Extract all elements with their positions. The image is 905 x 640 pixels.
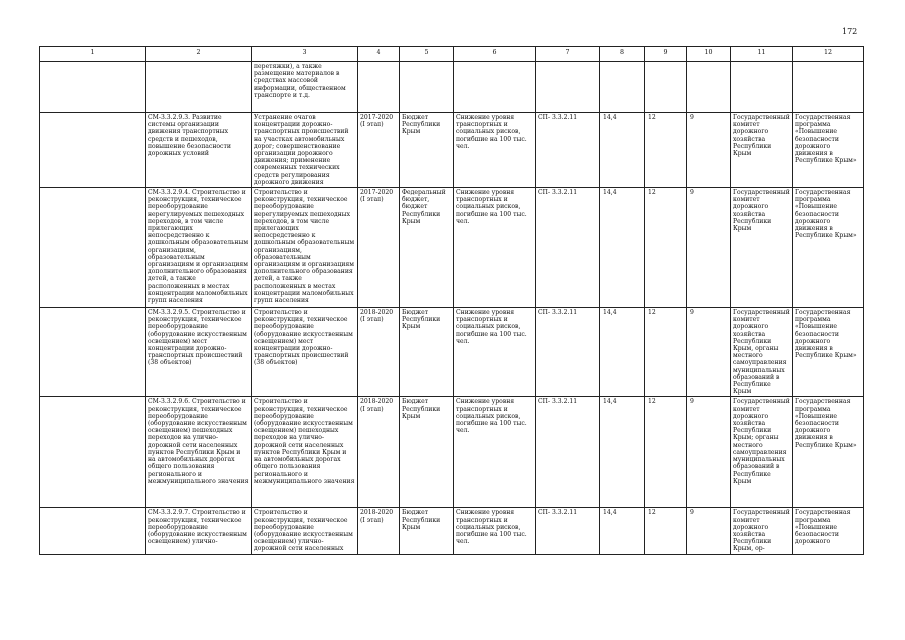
content-cell: Устранение очагов концентрации дорожно-транспортных происшествий на участках автомобильных дорог; совершенствование организации дорожного движения; применение современных технических средств регулирования дорожного движения <box>252 113 358 188</box>
indicator-cell: Снижение уровня транспортных и социальных рисков, погибшие на 100 тыс. чел. <box>454 308 536 397</box>
empty-cell <box>40 508 146 554</box>
period-cell <box>358 62 400 113</box>
content-cell: перетяжки), а также размещение материалов в средствах массовой информации, общественном транспорте и т.д. <box>252 62 358 113</box>
table-row <box>40 188 864 308</box>
content-cell: Строительство и реконструкция, техническое переоборудование нерегулируемых пешеходных переходов, в том числе прилегающих непосредственно к дошкольным образовательным организациям, образовательным организациям и организациям дополнительного образования детей, а также расположенных в местах концентрации маломобильных групп населения <box>252 188 358 308</box>
value-cell: 14,4 <box>600 508 645 554</box>
period-cell: 2018-2020 (I этап) <box>358 397 400 508</box>
program-cell: Государственная программа «Повышение безопасности дорожного <box>793 508 864 554</box>
indicator-cell: Снижение уровня транспортных и социальных рисков, погибшие на 100 тыс. чел. <box>454 508 536 554</box>
header-row <box>40 47 864 62</box>
value-cell: 9 <box>687 113 731 188</box>
value-cell: 12 <box>645 508 687 554</box>
indicator-cell <box>454 62 536 113</box>
program-cell: Государственная программа «Повышение безопасности дорожного движения в Республике Крым» <box>793 113 864 188</box>
measure-cell: СМ-3.3.2.9.5. Строительство и реконструкция, техническое переоборудование (оборудование искусственным освещением) мест концентрации дорожно-транспортных происшествий (38 объектов) <box>146 308 252 397</box>
header-cell: 7 <box>536 47 600 62</box>
code-cell: СП- 3.3.2.11 <box>536 397 600 508</box>
value-cell <box>687 62 731 113</box>
header-cell: 9 <box>645 47 687 62</box>
measure-cell: СМ-3.3.2.9.4. Строительство и реконструкция, техническое переоборудование нерегулируемых пешеходных переходов, в том числе прилегающих непосредственно к дошкольным образовательным организациям, образовательным организациям и организациям дополнительного образования детей, а также расположенных в местах концентрации маломобильных групп населения <box>146 188 252 308</box>
indicator-cell: Снижение уровня транспортных и социальных рисков, погибшие на 100 тыс. чел. <box>454 397 536 508</box>
source-cell: Бюджет Республики Крым <box>400 508 454 554</box>
value-cell: 9 <box>687 508 731 554</box>
value-cell <box>600 62 645 113</box>
value-cell: 12 <box>645 113 687 188</box>
source-cell: Федеральный бюджет, бюджет Республики Крым <box>400 188 454 308</box>
value-cell: 9 <box>687 188 731 308</box>
header-cell: 3 <box>252 47 358 62</box>
period-cell: 2018-2020 (I этап) <box>358 508 400 554</box>
content-cell: Строительство и реконструкция, техническое переоборудование (оборудование искусственным освещением) улично-дорожной сети населенных <box>252 508 358 554</box>
header-cell: 8 <box>600 47 645 62</box>
value-cell <box>645 62 687 113</box>
measure-cell: СМ-3.3.2.9.6. Строительство и реконструкция, техническое переоборудование (оборудование искусственным освещением) пешеходных переходов на улично-дорожной сети населенных пунктов Республики Крым и на автомобильных дорогах общего пользования регионального и межмуниципального значения <box>146 397 252 508</box>
measure-cell <box>146 62 252 113</box>
responsible-cell: Государственный комитет дорожного хозяйства Республики Крым, ор- <box>731 508 793 554</box>
header-cell: 1 <box>40 47 146 62</box>
header-cell: 2 <box>146 47 252 62</box>
table-row <box>40 508 864 554</box>
measure-cell: СМ-3.3.2.9.7. Строительство и реконструкция, техническое переоборудование (оборудование искусственным освещением) улично- <box>146 508 252 554</box>
empty-cell <box>40 188 146 308</box>
value-cell: 12 <box>645 308 687 397</box>
source-cell: Бюджет Республики Крым <box>400 308 454 397</box>
period-cell: 2018-2020 (I этап) <box>358 308 400 397</box>
table-row <box>40 397 864 508</box>
indicator-cell: Снижение уровня транспортных и социальных рисков, погибшие на 100 тыс. чел. <box>454 188 536 308</box>
code-cell <box>536 62 600 113</box>
program-cell <box>793 62 864 113</box>
responsible-cell <box>731 62 793 113</box>
empty-cell <box>40 308 146 397</box>
table-row <box>40 113 864 188</box>
program-cell: Государственная программа «Повышение безопасности дорожного движения в Республике Крым» <box>793 397 864 508</box>
program-cell: Государственная программа «Повышение безопасности дорожного движения в Республике Крым» <box>793 308 864 397</box>
value-cell: 14,4 <box>600 188 645 308</box>
responsible-cell: Государственный комитет дорожного хозяйства Республики Крым, органы местного самоуправления муниципальных образований в Республике Крым <box>731 308 793 397</box>
table-row <box>40 62 864 113</box>
content-cell: Строительство и реконструкция, техническое переоборудование (оборудование искусственным освещением) пешеходных переходов на улично-дорожной сети населенных пунктов Республики Крым и на автомобильных дорогах общего пользования регионального и межмуниципального значения <box>252 397 358 508</box>
header-cell: 11 <box>731 47 793 62</box>
code-cell: СП- 3.3.2.11 <box>536 308 600 397</box>
period-cell: 2017-2020 (I этап) <box>358 188 400 308</box>
measure-cell: СМ-3.3.2.9.3. Развитие системы организации движения транспортных средств и пешеходов, повышение безопасности дорожных условий <box>146 113 252 188</box>
value-cell: 9 <box>687 308 731 397</box>
table-row <box>40 308 864 397</box>
header-cell: 6 <box>454 47 536 62</box>
responsible-cell: Государственный комитет дорожного хозяйства Республики Крым <box>731 113 793 188</box>
page-number: 172 <box>842 27 858 36</box>
measures-table <box>39 46 864 555</box>
value-cell: 12 <box>645 188 687 308</box>
content-cell: Строительство и реконструкция, техническое переоборудование (оборудование искусственным освещением) мест концентрации дорожно-транспортных происшествий (38 объектов) <box>252 308 358 397</box>
value-cell: 14,4 <box>600 397 645 508</box>
responsible-cell: Государственный комитет дорожного хозяйства Республики Крым; органы местного самоуправления муниципальных образований в Республике Крым <box>731 397 793 508</box>
value-cell: 9 <box>687 397 731 508</box>
empty-cell <box>40 113 146 188</box>
code-cell: СП- 3.3.2.11 <box>536 113 600 188</box>
value-cell: 12 <box>645 397 687 508</box>
responsible-cell: Государственный комитет дорожного хозяйства Республики Крым <box>731 188 793 308</box>
source-cell: Бюджет Республики Крым <box>400 397 454 508</box>
code-cell: СП- 3.3.2.11 <box>536 188 600 308</box>
header-cell: 4 <box>358 47 400 62</box>
value-cell: 14,4 <box>600 308 645 397</box>
header-cell: 5 <box>400 47 454 62</box>
program-cell: Государственная программа «Повышение безопасности дорожного движения в Республике Крым» <box>793 188 864 308</box>
source-cell <box>400 62 454 113</box>
empty-cell <box>40 397 146 508</box>
empty-cell <box>40 62 146 113</box>
source-cell: Бюджет Республики Крым <box>400 113 454 188</box>
value-cell: 14,4 <box>600 113 645 188</box>
header-cell: 10 <box>687 47 731 62</box>
code-cell: СП- 3.3.2.11 <box>536 508 600 554</box>
header-cell: 12 <box>793 47 864 62</box>
period-cell: 2017-2020 (I этап) <box>358 113 400 188</box>
indicator-cell: Снижение уровня транспортных и социальных рисков, погибшие на 100 тыс. чел. <box>454 113 536 188</box>
